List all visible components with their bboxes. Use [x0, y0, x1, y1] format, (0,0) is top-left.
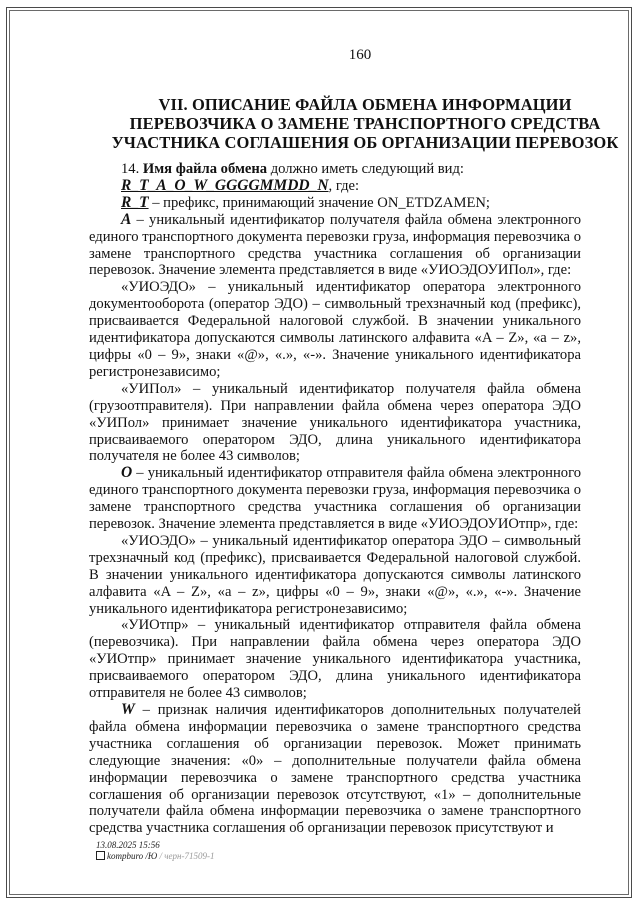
paragraph-text: – префикс, принимающий значение ON_ETDZAMEN; — [148, 194, 490, 211]
paragraph-sender-id — [89, 465, 581, 533]
heading-line-2: ПЕРЕВОЗЧИКА О ЗАМЕНЕ ТРАНСПОРТНОГО СРЕДСТВА — [129, 114, 601, 133]
paragraph-uipol: «УИПол» – уникальный идентификатор получателя файла обмена (грузоотправителя). При направлении файла обмена через оператора ЭДО «УИПол» принимает значение уникального идентификатора участника, присваиваемого оператором ЭДО, длина уникального идентификатора получателя не более 43 символов; — [89, 380, 581, 465]
paragraph-text: – признак наличия идентификаторов дополнительных получателей файла обмена информации перевозчика о замене транспортного средства участника соглашения об организации перевозок. Может принимать следующие значения: «0» – дополнительные получатели файла обмена информации перевозчика о замене транспортного средства участника соглашения об организации перевозок отсутствуют, «1» – дополнительные получатели файла обмена информации перевозчика о замене транспортного средства участника соглашения об организации перевозок присутствуют и — [89, 702, 581, 837]
heading-line-1: VII. ОПИСАНИЕ ФАЙЛА ОБМЕНА ИНФОРМАЦИИ — [158, 95, 572, 114]
print-stamp — [96, 840, 214, 861]
print-datetime: 13.08.2025 15:56 — [96, 840, 160, 850]
paragraph-recipient-id — [89, 212, 581, 280]
paragraph-file-name-format — [89, 178, 581, 195]
paragraph-text: – уникальный идентификатор отправителя файла обмена электронного единого транспортного документа перевозки груза, информация перевозчика о замене транспортного средства участника соглашения об организации перевозок. Значение элемента представляется в виде «УИОЭДОУИОтпр», где: — [89, 465, 581, 533]
paragraph-text: – уникальный идентификатор получателя файла обмена электронного единого транспортного документа перевозки груза, информация перевозчика о замене транспортного средства участника соглашения об организации перевозок. Значение элемента представляется в виде «УИОЭДОУИПол», где: — [89, 211, 581, 279]
variable-a: A — [121, 210, 132, 228]
paragraph-additional-recipients — [89, 702, 581, 837]
print-user: kompburo /Ю — [107, 850, 158, 861]
page-number: 160 — [348, 47, 372, 63]
paragraph-uioedo-recipient: «УИОЭДО» – уникальный идентификатор оператора электронного документооборота (оператор ЭДО) – символьный трехзначный код (префикс), присваивается Федеральной налоговой службой. В значении уникального идентификатора допускаются символы латинского алфавита «A – Z», «a – z», цифры «0 – 9», знаки «@», «.», «-». Значение уникального идентификатора регистронезависимо; — [89, 279, 581, 380]
print-doc-ref: / черн-71509-1 — [159, 850, 215, 861]
checkbox-icon — [96, 851, 105, 860]
variable-w: W — [121, 701, 135, 718]
variable-rt: R_T — [121, 193, 149, 211]
term-file-name: Имя файла обмена — [142, 161, 268, 177]
section-heading — [100, 95, 630, 152]
heading-line-3: УЧАСТНИКА СОГЛАШЕНИЯ ОБ ОРГАНИЗАЦИИ ПЕРЕВОЗОК — [111, 133, 619, 152]
file-name-format: R_T_A_O_W_GGGGMMDD_N — [121, 176, 329, 194]
print-user-line — [96, 851, 214, 862]
paragraph-file-name-intro — [89, 161, 581, 178]
paragraph-text: , где: — [328, 177, 360, 194]
clause-number: 14. — [121, 161, 143, 177]
paragraph-uiotpr: «УИОтпр» – уникальный идентификатор отправителя файла обмена (перевозчика). При направлении файла обмена через оператора ЭДО «УИОтпр» принимает значение уникального идентификатора участника, присваиваемого оператором ЭДО, длина уникального идентификатора отправителя не более 43 символов; — [89, 617, 581, 702]
paragraph-uioedo-sender: «УИОЭДО» – уникальный идентификатор оператора ЭДО – символьный трехзначный код (префикс), присваивается Федеральной налоговой службой. В значении уникального идентификатора допускаются символы латинского алфавита «A – Z», «a – z», цифры «0 – 9», знаки «@», «.», «-». Значение уникального идентификатора регистронезависимо; — [89, 532, 581, 617]
body-text — [89, 161, 581, 837]
paragraph-text: должно иметь следующий вид: — [267, 161, 464, 177]
paragraph-prefix — [89, 195, 581, 212]
variable-o: O — [121, 464, 133, 482]
